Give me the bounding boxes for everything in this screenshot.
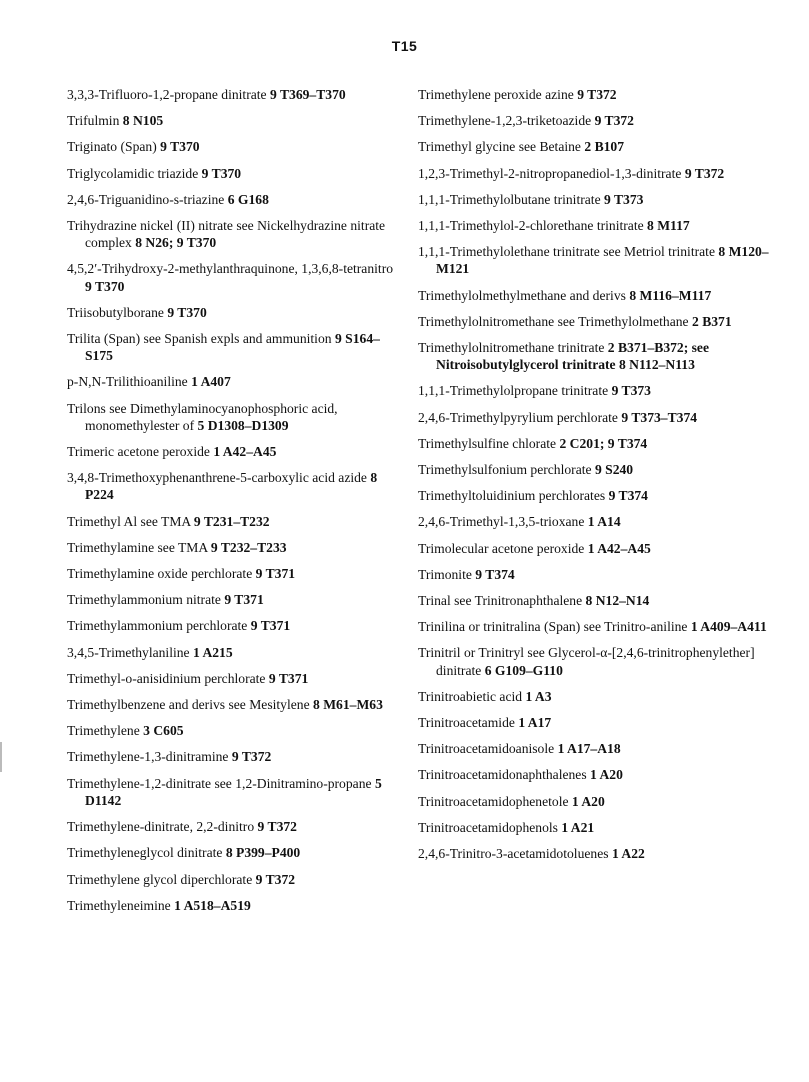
entry-reference: 9 S240 — [594, 462, 634, 478]
entry-reference: 2 B371–B372; see Nitroisobutylglycerol trinitrate 8 N112–N113 — [436, 340, 709, 373]
entry-reference: 9 T372 — [684, 165, 725, 181]
index-entry — [418, 487, 788, 504]
entry-term: Trimethyl-o-anisidinium perchlorate — [67, 670, 266, 686]
index-entry — [67, 565, 402, 582]
index-entry — [67, 138, 402, 155]
index-entry — [418, 845, 788, 862]
index-entry — [418, 644, 788, 678]
index-entry — [67, 748, 402, 765]
entry-term: 2,4,6-Triguanidino-s-triazine — [67, 191, 225, 207]
entry-reference: 9 T371 — [224, 592, 264, 608]
entry-term: Triisobutylborane — [67, 304, 164, 320]
index-column-right — [418, 86, 788, 871]
index-entry — [67, 165, 402, 182]
entry-reference: 1 A20 — [590, 767, 623, 783]
entry-term: Trimethylene-1,2,3-triketoazide — [418, 113, 592, 129]
index-entry — [418, 714, 788, 731]
entry-term: Trimethyl Al see TMA — [67, 513, 191, 529]
index-entry — [418, 191, 788, 208]
entry-reference: 8 M116–M117 — [629, 287, 712, 303]
index-entry — [67, 443, 402, 460]
entry-term: Trimethylsulfine chlorate — [418, 435, 557, 451]
entry-term: Trinitroacetamidonaphthalenes — [418, 767, 587, 783]
entry-reference: 9 T374 — [475, 566, 515, 582]
entry-reference: 8 N105 — [122, 113, 164, 129]
entry-reference: 9 T370 — [167, 304, 207, 320]
entry-term: Trimethyleneglycol dinitrate — [67, 845, 223, 861]
page-label: T15 — [391, 38, 418, 54]
index-entry — [67, 644, 402, 661]
entry-term: 4,5,2′-Trihydroxy-2-methylanthraquinone, 1,3,6,8-tetranitro — [67, 261, 394, 277]
entry-term: Triglycolamidic triazide — [67, 165, 199, 181]
index-entry — [67, 670, 402, 687]
index-entry — [418, 243, 788, 277]
entry-term: Trinitroabietic acid — [418, 688, 523, 704]
index-entry — [418, 339, 788, 373]
entry-reference: 6 G168 — [227, 191, 269, 207]
index-entry — [67, 897, 402, 914]
index-entry — [418, 618, 788, 635]
entry-term: 1,1,1-Trimethylolbutane trinitrate — [418, 191, 601, 207]
entry-reference: 8 N12–N14 — [585, 593, 650, 609]
entry-term: Trimethylammonium nitrate — [67, 592, 221, 608]
entry-reference: 1 A20 — [571, 793, 605, 809]
entry-reference: 1 A17 — [518, 715, 552, 731]
index-entry — [418, 435, 788, 452]
entry-reference: 9 T373 — [604, 191, 644, 207]
entry-term: p-N,N-Trilithioaniline — [67, 374, 188, 390]
index-entry — [418, 793, 788, 810]
entry-reference: 8 M117 — [647, 218, 690, 234]
index-entry — [67, 818, 402, 835]
entry-term: Trimethyleneimine — [67, 897, 171, 913]
index-entry — [67, 112, 402, 129]
index-entry — [418, 138, 788, 155]
entry-reference: 1 A3 — [525, 688, 552, 704]
entry-reference: 1 A409–A411 — [690, 619, 767, 635]
entry-reference: 9 T372 — [255, 871, 296, 887]
entry-term: Trinitroacetamide — [418, 715, 515, 731]
entry-reference: 1 A42–A45 — [587, 540, 651, 556]
entry-reference: 6 G109–G110 — [484, 662, 563, 678]
entry-term: Trimonite — [418, 566, 472, 582]
entry-term: Trimeric acetone peroxide — [67, 444, 210, 460]
entry-term: Trimethylbenzene and derivs see Mesitylene — [67, 697, 310, 713]
entry-reference: 9 T232–T233 — [210, 539, 287, 555]
entry-term: Trimethylene glycol diperchlorate — [67, 871, 253, 887]
entry-reference: 9 T231–T232 — [193, 513, 270, 529]
index-entry — [418, 409, 788, 426]
entry-term: Trimethylolmethylmethane and derivs — [418, 287, 626, 303]
index-entry — [67, 513, 402, 530]
entry-reference: 9 T373–T374 — [621, 409, 698, 425]
index-entry — [67, 86, 402, 103]
index-entry — [418, 112, 788, 129]
entry-term: 2,4,6-Trimethylpyrylium perchlorate — [418, 409, 618, 425]
entry-term: 3,3,3-Trifluoro-1,2-propane dinitrate — [67, 87, 267, 102]
index-entry — [67, 330, 402, 364]
index-entry — [67, 722, 402, 739]
index-entry — [67, 539, 402, 556]
entry-term: Trihydrazine nickel (II) nitrate see Nickelhydrazine nitrate complex — [67, 218, 386, 251]
entry-term: Trinitril or Trinitryl see Glycerol-α-[2,4,6-trinitrophenylether] dinitrate — [418, 645, 755, 678]
entry-term: Trilons see Dimethylaminocyanophosphoric acid, monomethylester of — [67, 400, 338, 433]
entry-term: Trinitroacetamidophenetole — [418, 793, 569, 809]
index-entry — [418, 540, 788, 557]
entry-term: Trifulmin — [67, 113, 120, 129]
entry-reference: 1 A21 — [561, 819, 595, 835]
entry-term: Trimethylene peroxide azine — [418, 87, 574, 102]
entry-term: Trimethyl glycine see Betaine — [418, 139, 581, 155]
entry-term: Trimethylene-1,2-dinitrate see 1,2-Dinitramino-propane — [67, 775, 372, 791]
index-entry — [67, 400, 402, 434]
entry-term: 1,2,3-Trimethyl-2-nitropropanediol-1,3-dinitrate — [418, 165, 682, 181]
entry-reference: 9 T371 — [255, 566, 296, 582]
entry-reference: 8 M61–M63 — [313, 697, 383, 713]
entry-term: Trimethylene-dinitrate, 2,2-dinitro — [67, 819, 255, 835]
index-entry — [418, 165, 788, 182]
entry-term: Trimolecular acetone peroxide — [418, 540, 585, 556]
index-entry — [418, 592, 788, 609]
entry-reference: 8 M120–M121 — [436, 244, 769, 277]
index-entry — [418, 217, 788, 234]
entry-term: 1,1,1-Trimethylolethane trinitrate see Metriol trinitrate — [418, 244, 715, 260]
index-entry — [418, 688, 788, 705]
index-entry — [418, 382, 788, 399]
index-entry — [418, 461, 788, 478]
entry-reference: 9 T370 — [85, 278, 125, 294]
entry-reference: 2 C201; 9 T374 — [559, 435, 648, 451]
entry-term: Trilita (Span) see Spanish expls and ammunition — [67, 331, 332, 347]
entry-term: Trimethyltoluidinium perchlorates — [418, 488, 606, 504]
index-entry — [418, 287, 788, 304]
entry-term: Trimethylene — [67, 723, 140, 739]
entry-reference: 1 A14 — [587, 514, 621, 530]
entry-term: Trinal see Trinitronaphthalene — [418, 593, 583, 609]
entry-reference: 9 T374 — [608, 488, 648, 504]
index-entry — [67, 617, 402, 634]
index-entry — [67, 191, 402, 208]
index-entry — [418, 766, 788, 783]
entry-reference: 1 A42–A45 — [213, 444, 277, 460]
entry-term: Trinilina or trinitralina (Span) see Trinitro-aniline — [418, 619, 688, 635]
entry-term: 2,4,6-Trinitro-3-acetamidotoluenes — [418, 846, 609, 862]
index-entry — [67, 469, 402, 503]
entry-term: Trimethylamine see TMA — [67, 539, 208, 555]
entry-term: Trimethylene-1,3-dinitramine — [67, 749, 229, 765]
entry-reference: 1 A518–A519 — [174, 897, 251, 913]
index-entry — [67, 304, 402, 321]
index-entry — [67, 775, 402, 809]
index-entry — [418, 819, 788, 836]
entry-term: Trimethylamine oxide perchlorate — [67, 566, 253, 582]
entry-term: Trinitroacetamidophenols — [418, 819, 558, 835]
entry-reference: 9 T372 — [257, 819, 297, 835]
entry-reference: 2 B107 — [584, 139, 625, 155]
entry-term: Trimethylolnitromethane trinitrate — [418, 340, 605, 356]
index-entry — [418, 566, 788, 583]
entry-term: Triginato (Span) — [67, 139, 157, 155]
entry-reference: 9 T371 — [250, 618, 291, 634]
entry-term: Trimethylolnitromethane see Trimethylolmethane — [418, 313, 689, 329]
index-entry — [67, 260, 402, 294]
entry-reference: 8 N26; 9 T370 — [135, 235, 217, 251]
entry-reference: 9 T372 — [577, 87, 617, 102]
index-entry — [418, 86, 788, 103]
scan-edge-mark — [0, 742, 2, 772]
entry-reference: 9 T369–T370 — [270, 87, 346, 102]
entry-reference: 1 A17–A18 — [557, 741, 621, 757]
index-entry — [67, 591, 402, 608]
entry-reference: 1 A22 — [611, 846, 645, 862]
index-entry — [67, 373, 402, 390]
entry-term: 3,4,5-Trimethylaniline — [67, 644, 190, 660]
index-entry — [67, 844, 402, 861]
entry-reference: 9 T370 — [160, 139, 200, 155]
entry-reference: 5 D1308–D1309 — [197, 417, 289, 433]
index-entry — [67, 871, 402, 888]
entry-term: Trimethylammonium perchlorate — [67, 618, 248, 634]
index-entry — [418, 313, 788, 330]
entry-reference: 9 T372 — [231, 749, 272, 765]
entry-reference: 9 S164–S175 — [85, 331, 380, 364]
entry-reference: 3 C605 — [143, 723, 184, 739]
entry-reference: 2 B371 — [692, 313, 732, 329]
entry-term: 3,4,8-Trimethoxyphenanthrene-5-carboxylic acid azide — [67, 470, 367, 486]
index-entry — [418, 740, 788, 757]
index-column-left — [67, 86, 402, 923]
entry-term: 2,4,6-Trimethyl-1,3,5-trioxane — [418, 514, 585, 530]
entry-reference: 9 T372 — [594, 113, 634, 129]
entry-term: 1,1,1-Trimethylol-2-chlorethane trinitrate — [418, 218, 644, 234]
index-entry — [67, 217, 402, 251]
entry-reference: 1 A215 — [193, 644, 233, 660]
entry-reference: 1 A407 — [191, 374, 231, 390]
entry-reference: 5 D1142 — [85, 775, 382, 808]
entry-term: 1,1,1-Trimethylolpropane trinitrate — [418, 383, 609, 399]
entry-reference: 9 T373 — [611, 383, 651, 399]
entry-term: Trinitroacetamidoanisole — [418, 741, 555, 757]
index-entry — [67, 696, 402, 713]
entry-reference: 9 T370 — [201, 165, 242, 181]
index-entry — [418, 513, 788, 530]
entry-reference: 8 P224 — [85, 470, 378, 503]
entry-reference: 8 P399–P400 — [225, 845, 301, 861]
entry-reference: 9 T371 — [268, 670, 309, 686]
entry-term: Trimethylsulfonium perchlorate — [418, 462, 592, 478]
